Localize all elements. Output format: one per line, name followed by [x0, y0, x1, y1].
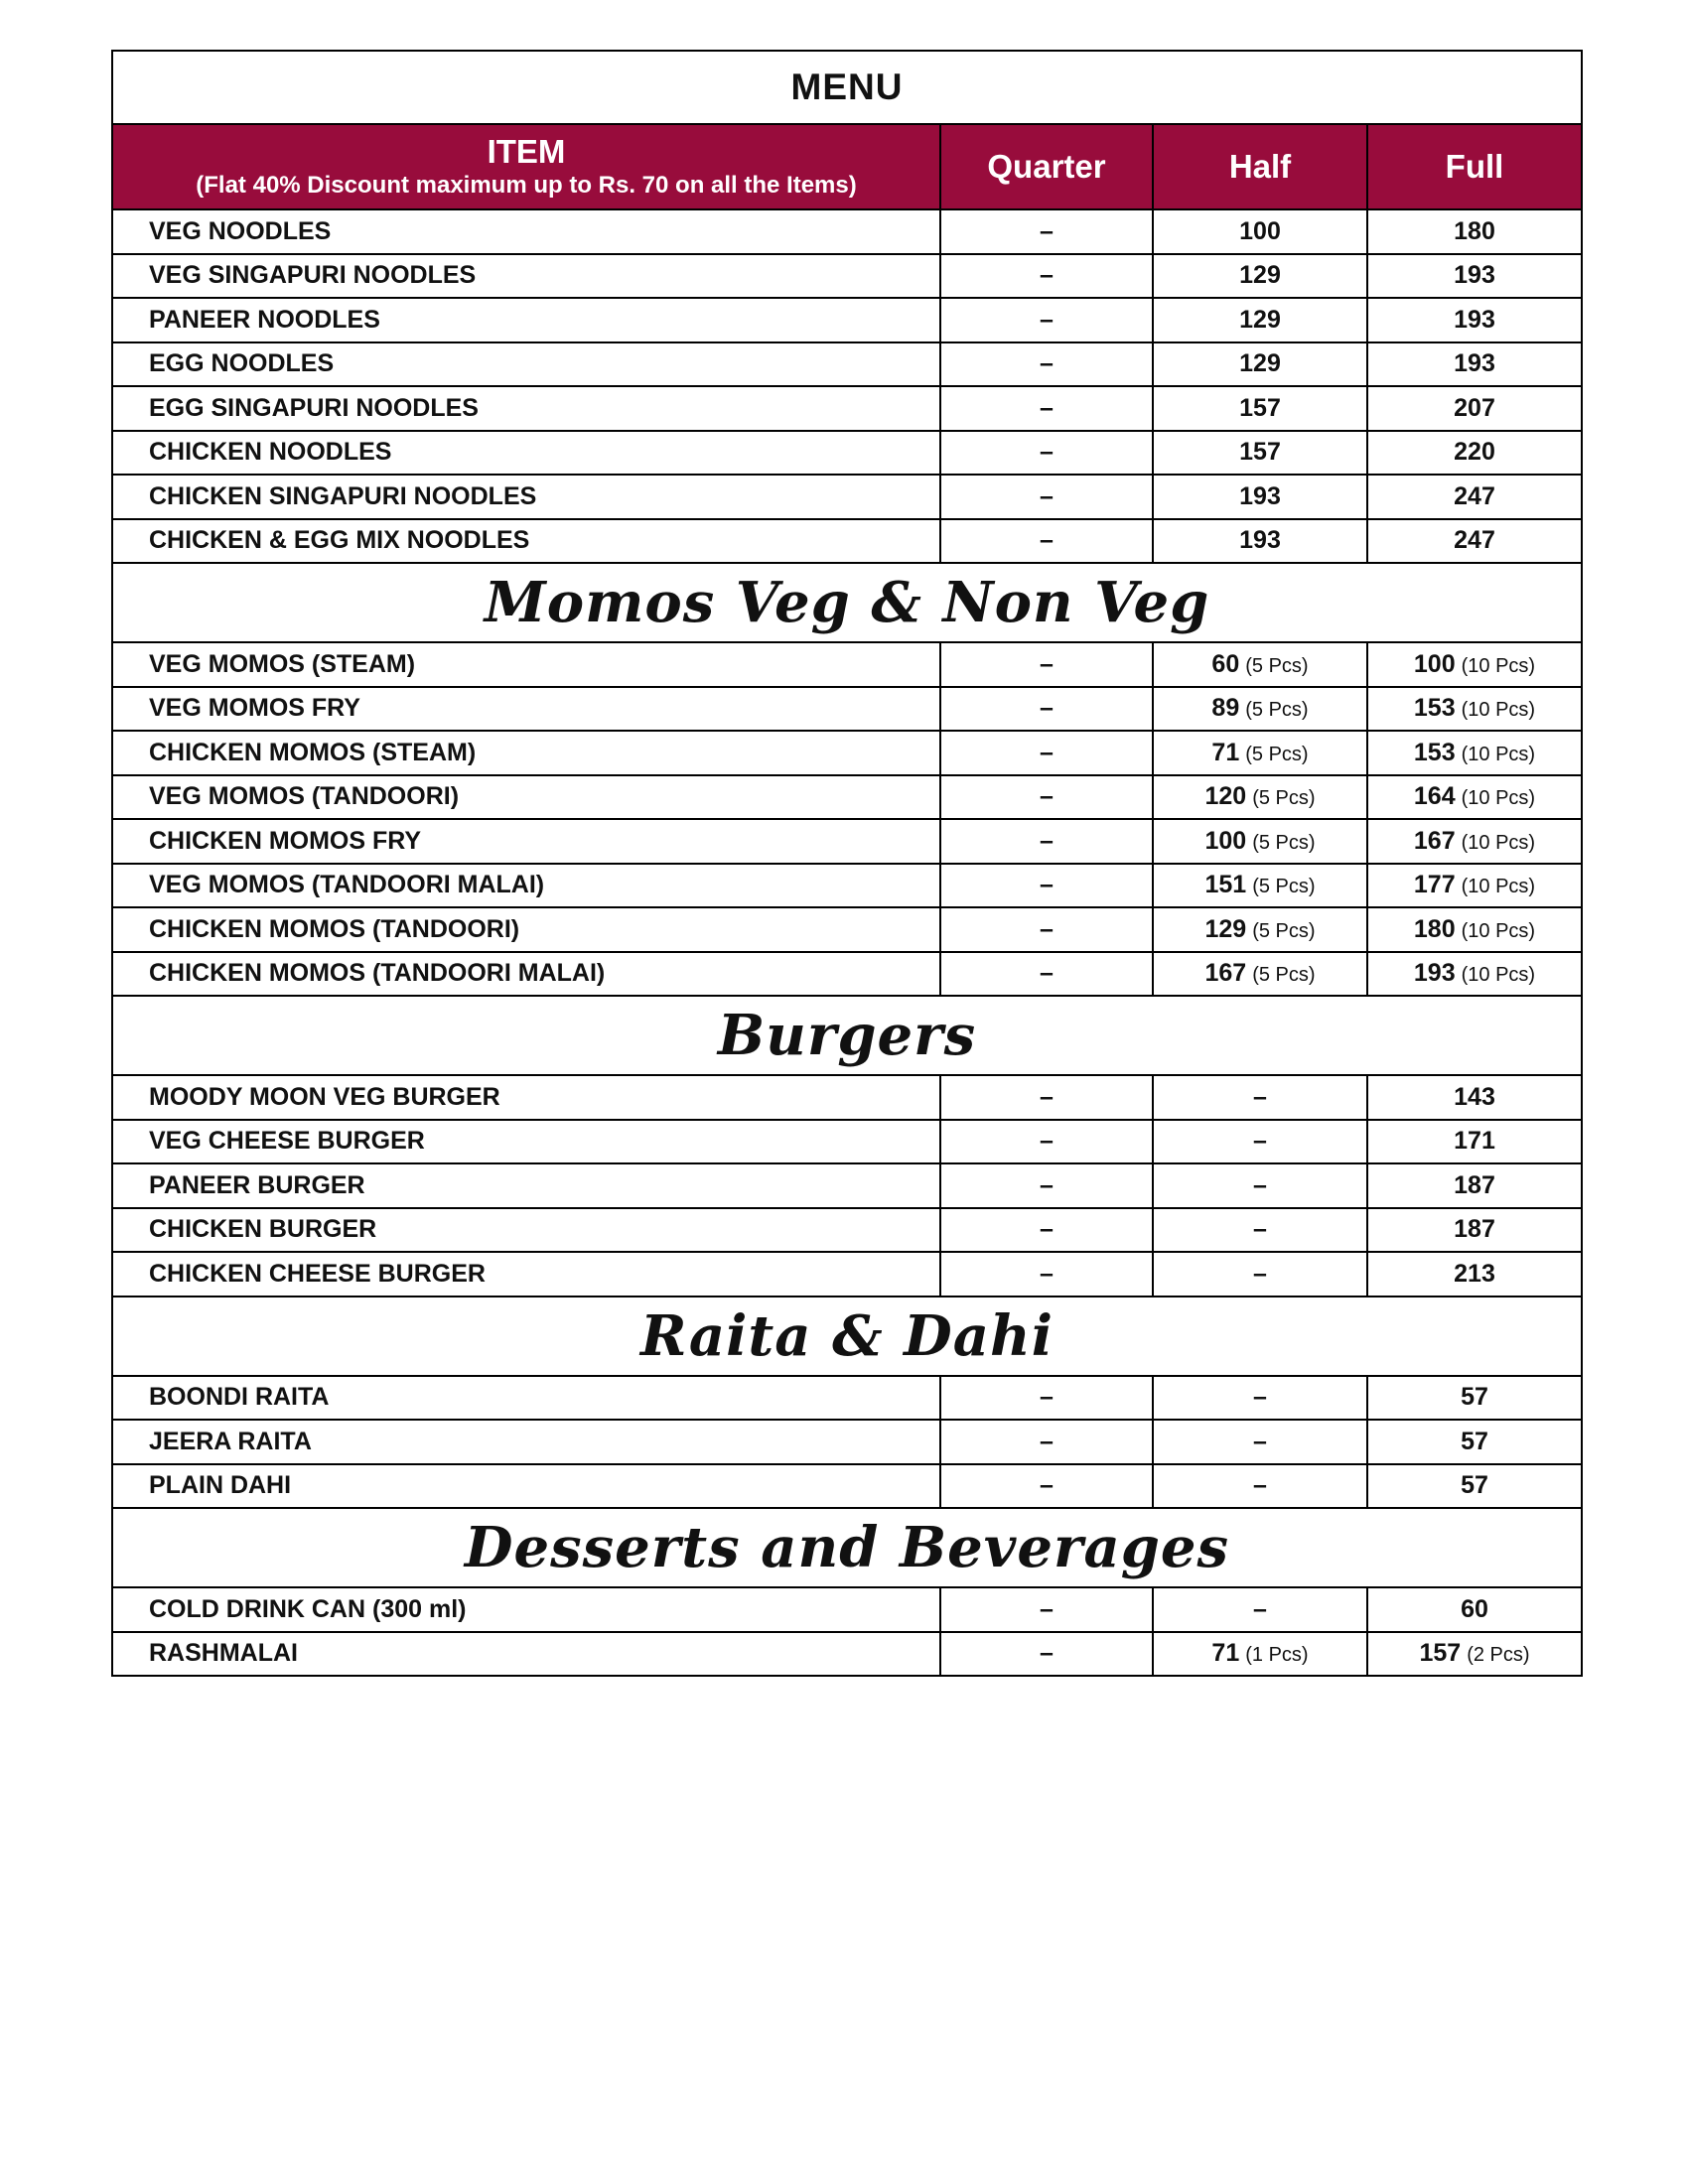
half-price-cell: [1153, 1208, 1367, 1253]
full-price-cell: [1367, 731, 1582, 775]
quarter-price: –: [940, 1376, 1153, 1421]
full-price-cell: [1367, 386, 1582, 431]
full-price-cell: [1367, 1208, 1582, 1253]
quarter-price: –: [940, 1120, 1153, 1164]
menu-item-row: [112, 431, 1582, 476]
quarter-price: –: [940, 1208, 1153, 1253]
full-price-cell: [1367, 687, 1582, 732]
full-price-cell: [1367, 864, 1582, 908]
full-price-cell: [1367, 1464, 1582, 1509]
quarter-price: –: [940, 254, 1153, 299]
full-price: 193: [1454, 349, 1495, 378]
menu-item-row: [112, 1420, 1582, 1464]
full-price: 57: [1461, 1471, 1488, 1500]
full-price: 164: [1413, 782, 1456, 811]
half-quantity: (5 Pcs): [1245, 654, 1309, 677]
item-name: CHICKEN & EGG MIX NOODLES: [112, 519, 940, 564]
half-quantity: (5 Pcs): [1245, 699, 1309, 722]
quarter-price: –: [940, 907, 1153, 952]
item-name: VEG MOMOS FRY: [112, 687, 940, 732]
full-price: 220: [1454, 438, 1495, 467]
quarter-price: –: [940, 1420, 1153, 1464]
quarter-price: –: [940, 952, 1153, 997]
full-price: 180: [1454, 216, 1495, 245]
quarter-price: –: [940, 431, 1153, 476]
header-row: [112, 124, 1582, 209]
item-name: BOONDI RAITA: [112, 1376, 940, 1421]
full-quantity: (10 Pcs): [1461, 876, 1536, 898]
half-quantity: (5 Pcs): [1245, 743, 1309, 765]
half-price: –: [1253, 1383, 1267, 1412]
half-price-cell: [1153, 519, 1367, 564]
quarter-price: –: [940, 298, 1153, 342]
full-price: 57: [1461, 1383, 1488, 1412]
half-quantity: (5 Pcs): [1252, 787, 1316, 810]
full-price: 60: [1461, 1594, 1488, 1623]
item-name: VEG SINGAPURI NOODLES: [112, 254, 940, 299]
menu-item-row: [112, 775, 1582, 820]
full-quantity: (10 Pcs): [1461, 787, 1536, 810]
full-price-cell: [1367, 1587, 1582, 1632]
half-price: 71: [1211, 1639, 1240, 1668]
half-quantity: (5 Pcs): [1252, 964, 1316, 987]
desserts-section-title: Desserts and Beverages: [112, 1508, 1582, 1587]
half-price: 100: [1204, 826, 1247, 855]
half-price: –: [1253, 1594, 1267, 1623]
menu-item-row: [112, 687, 1582, 732]
half-price-cell: [1153, 1587, 1367, 1632]
full-price: 153: [1413, 738, 1456, 766]
half-quantity: (5 Pcs): [1252, 919, 1316, 942]
menu-item-row: [112, 952, 1582, 997]
item-name: PANEER NOODLES: [112, 298, 940, 342]
half-price-cell: [1153, 952, 1367, 997]
quarter-price: –: [940, 519, 1153, 564]
full-price-cell: [1367, 907, 1582, 952]
quarter-price: –: [940, 386, 1153, 431]
menu-item-row: [112, 1208, 1582, 1253]
item-name: PLAIN DAHI: [112, 1464, 940, 1509]
quarter-price: –: [940, 1587, 1153, 1632]
half-price-cell: [1153, 1252, 1367, 1297]
half-price: –: [1253, 1215, 1267, 1244]
menu-document: [111, 50, 1581, 1677]
quarter-price: –: [940, 687, 1153, 732]
menu-item-row: [112, 209, 1582, 254]
half-price: 151: [1204, 871, 1247, 899]
item-name: EGG SINGAPURI NOODLES: [112, 386, 940, 431]
half-price-cell: [1153, 1163, 1367, 1208]
half-price-cell: [1153, 907, 1367, 952]
half-quantity: (5 Pcs): [1252, 831, 1316, 854]
item-name: VEG MOMOS (TANDOORI): [112, 775, 940, 820]
raita-section-title: Raita & Dahi: [112, 1297, 1582, 1376]
half-quantity: (1 Pcs): [1245, 1644, 1309, 1667]
momos-section: [112, 642, 1582, 996]
full-price-cell: [1367, 1120, 1582, 1164]
full-price-cell: [1367, 819, 1582, 864]
full-price-cell: [1367, 1376, 1582, 1421]
full-price: 167: [1413, 826, 1456, 855]
full-price-cell: [1367, 254, 1582, 299]
momos-section-title: Momos Veg & Non Veg: [112, 563, 1582, 642]
half-price-cell: [1153, 1376, 1367, 1421]
half-price: 89: [1211, 694, 1240, 723]
quarter-price: –: [940, 1163, 1153, 1208]
full-price: 143: [1454, 1082, 1495, 1111]
item-name: CHICKEN MOMOS FRY: [112, 819, 940, 864]
item-name: MOODY MOON VEG BURGER: [112, 1075, 940, 1120]
item-name: CHICKEN BURGER: [112, 1208, 940, 1253]
half-price-cell: [1153, 731, 1367, 775]
item-name: VEG NOODLES: [112, 209, 940, 254]
item-name: CHICKEN MOMOS (TANDOORI MALAI): [112, 952, 940, 997]
full-quantity: (10 Pcs): [1461, 831, 1536, 854]
half-price: 157: [1239, 393, 1281, 422]
half-price: 129: [1239, 305, 1281, 334]
momos-section-header: [112, 563, 1582, 642]
item-name: PANEER BURGER: [112, 1163, 940, 1208]
half-price: 193: [1239, 481, 1281, 510]
full-quantity: (10 Pcs): [1461, 699, 1536, 722]
half-price: 129: [1239, 349, 1281, 378]
item-name: VEG MOMOS (TANDOORI MALAI): [112, 864, 940, 908]
half-price: 129: [1239, 261, 1281, 290]
menu-item-row: [112, 475, 1582, 519]
item-name: COLD DRINK CAN (300 ml): [112, 1587, 940, 1632]
full-price-cell: [1367, 431, 1582, 476]
quarter-price: –: [940, 775, 1153, 820]
menu-item-row: [112, 1252, 1582, 1297]
half-price-cell: [1153, 254, 1367, 299]
half-price: –: [1253, 1127, 1267, 1156]
item-name: VEG MOMOS (STEAM): [112, 642, 940, 687]
desserts-section-header: [112, 1508, 1582, 1587]
menu-table: [111, 50, 1583, 1677]
full-price-cell: [1367, 519, 1582, 564]
menu-item-row: [112, 342, 1582, 387]
full-price-cell: [1367, 642, 1582, 687]
full-price: 157: [1419, 1639, 1462, 1668]
menu-item-row: [112, 907, 1582, 952]
item-name: EGG NOODLES: [112, 342, 940, 387]
menu-item-row: [112, 386, 1582, 431]
item-name: VEG CHEESE BURGER: [112, 1120, 940, 1164]
item-column-header: [112, 124, 940, 209]
full-price: 177: [1413, 871, 1456, 899]
half-price-cell: [1153, 642, 1367, 687]
menu-item-row: [112, 864, 1582, 908]
burgers-section-title: Burgers: [112, 996, 1582, 1075]
title-row: [112, 51, 1582, 124]
full-price-cell: [1367, 1420, 1582, 1464]
half-price-cell: [1153, 342, 1367, 387]
quarter-price: –: [940, 209, 1153, 254]
quarter-price: –: [940, 864, 1153, 908]
full-price: 207: [1454, 393, 1495, 422]
menu-item-row: [112, 642, 1582, 687]
full-column-header: Full: [1367, 124, 1582, 209]
menu-title: MENU: [112, 51, 1582, 124]
full-quantity: (10 Pcs): [1461, 743, 1536, 765]
half-price-cell: [1153, 687, 1367, 732]
full-price: 57: [1461, 1427, 1488, 1455]
half-price: 129: [1204, 914, 1247, 943]
full-price: 213: [1454, 1259, 1495, 1288]
raita-section-header: [112, 1297, 1582, 1376]
half-quantity: (5 Pcs): [1252, 876, 1316, 898]
item-name: CHICKEN NOODLES: [112, 431, 940, 476]
full-price: 100: [1413, 649, 1456, 678]
menu-item-row: [112, 1376, 1582, 1421]
discount-note: (Flat 40% Discount maximum up to Rs. 70 on all the Items): [196, 172, 857, 199]
full-quantity: (10 Pcs): [1461, 919, 1536, 942]
half-price-cell: [1153, 475, 1367, 519]
half-price-cell: [1153, 864, 1367, 908]
half-price-cell: [1153, 209, 1367, 254]
menu-item-row: [112, 1464, 1582, 1509]
quarter-price: –: [940, 1252, 1153, 1297]
half-price-cell: [1153, 819, 1367, 864]
full-price: 247: [1454, 481, 1495, 510]
quarter-price: –: [940, 819, 1153, 864]
quarter-price: –: [940, 475, 1153, 519]
half-price-cell: [1153, 1075, 1367, 1120]
full-price-cell: [1367, 298, 1582, 342]
full-quantity: (10 Pcs): [1461, 964, 1536, 987]
menu-item-row: [112, 1632, 1582, 1677]
item-name: CHICKEN SINGAPURI NOODLES: [112, 475, 940, 519]
full-price: 187: [1454, 1215, 1495, 1244]
full-price: 153: [1413, 694, 1456, 723]
menu-item-row: [112, 819, 1582, 864]
half-price: 167: [1204, 959, 1247, 988]
full-price-cell: [1367, 1632, 1582, 1677]
half-price: –: [1253, 1427, 1267, 1455]
full-price: 187: [1454, 1170, 1495, 1199]
menu-item-row: [112, 519, 1582, 564]
menu-item-row: [112, 1120, 1582, 1164]
half-column-header: Half: [1153, 124, 1367, 209]
half-price-cell: [1153, 1464, 1367, 1509]
item-name: RASHMALAI: [112, 1632, 940, 1677]
half-price: –: [1253, 1471, 1267, 1500]
item-name: JEERA RAITA: [112, 1420, 940, 1464]
full-price-cell: [1367, 1163, 1582, 1208]
half-price-cell: [1153, 431, 1367, 476]
burgers-section-header: [112, 996, 1582, 1075]
item-name: CHICKEN MOMOS (STEAM): [112, 731, 940, 775]
half-price-cell: [1153, 775, 1367, 820]
full-price-cell: [1367, 209, 1582, 254]
desserts-section: [112, 1587, 1582, 1676]
full-price-cell: [1367, 1252, 1582, 1297]
item-name: CHICKEN CHEESE BURGER: [112, 1252, 940, 1297]
half-price: 100: [1239, 216, 1281, 245]
full-price: 171: [1454, 1127, 1495, 1156]
burgers-section: [112, 1075, 1582, 1297]
quarter-column-header: Quarter: [940, 124, 1153, 209]
noodles-section: [112, 209, 1582, 563]
half-price: 157: [1239, 438, 1281, 467]
menu-item-row: [112, 731, 1582, 775]
full-price: 193: [1454, 261, 1495, 290]
quarter-price: –: [940, 1075, 1153, 1120]
half-price: 193: [1239, 526, 1281, 555]
full-price-cell: [1367, 775, 1582, 820]
menu-item-row: [112, 1163, 1582, 1208]
quarter-price: –: [940, 642, 1153, 687]
quarter-price: –: [940, 1632, 1153, 1677]
half-price: –: [1253, 1082, 1267, 1111]
full-price: 247: [1454, 526, 1495, 555]
menu-item-row: [112, 1587, 1582, 1632]
full-price-cell: [1367, 952, 1582, 997]
full-price-cell: [1367, 1075, 1582, 1120]
half-price-cell: [1153, 386, 1367, 431]
item-header-label: ITEM: [487, 133, 566, 170]
half-price-cell: [1153, 298, 1367, 342]
full-price: 193: [1413, 959, 1456, 988]
half-price: 71: [1211, 738, 1240, 766]
raita-section: [112, 1376, 1582, 1509]
full-quantity: (10 Pcs): [1461, 654, 1536, 677]
half-price: –: [1253, 1259, 1267, 1288]
full-price-cell: [1367, 342, 1582, 387]
menu-item-row: [112, 254, 1582, 299]
menu-item-row: [112, 1075, 1582, 1120]
quarter-price: –: [940, 1464, 1153, 1509]
quarter-price: –: [940, 731, 1153, 775]
menu-item-row: [112, 298, 1582, 342]
half-price: 120: [1204, 782, 1247, 811]
full-price: 180: [1413, 914, 1456, 943]
full-price: 193: [1454, 305, 1495, 334]
half-price-cell: [1153, 1632, 1367, 1677]
full-quantity: (2 Pcs): [1467, 1644, 1530, 1667]
quarter-price: –: [940, 342, 1153, 387]
full-price-cell: [1367, 475, 1582, 519]
half-price: –: [1253, 1170, 1267, 1199]
half-price: 60: [1211, 649, 1240, 678]
half-price-cell: [1153, 1120, 1367, 1164]
item-name: CHICKEN MOMOS (TANDOORI): [112, 907, 940, 952]
half-price-cell: [1153, 1420, 1367, 1464]
